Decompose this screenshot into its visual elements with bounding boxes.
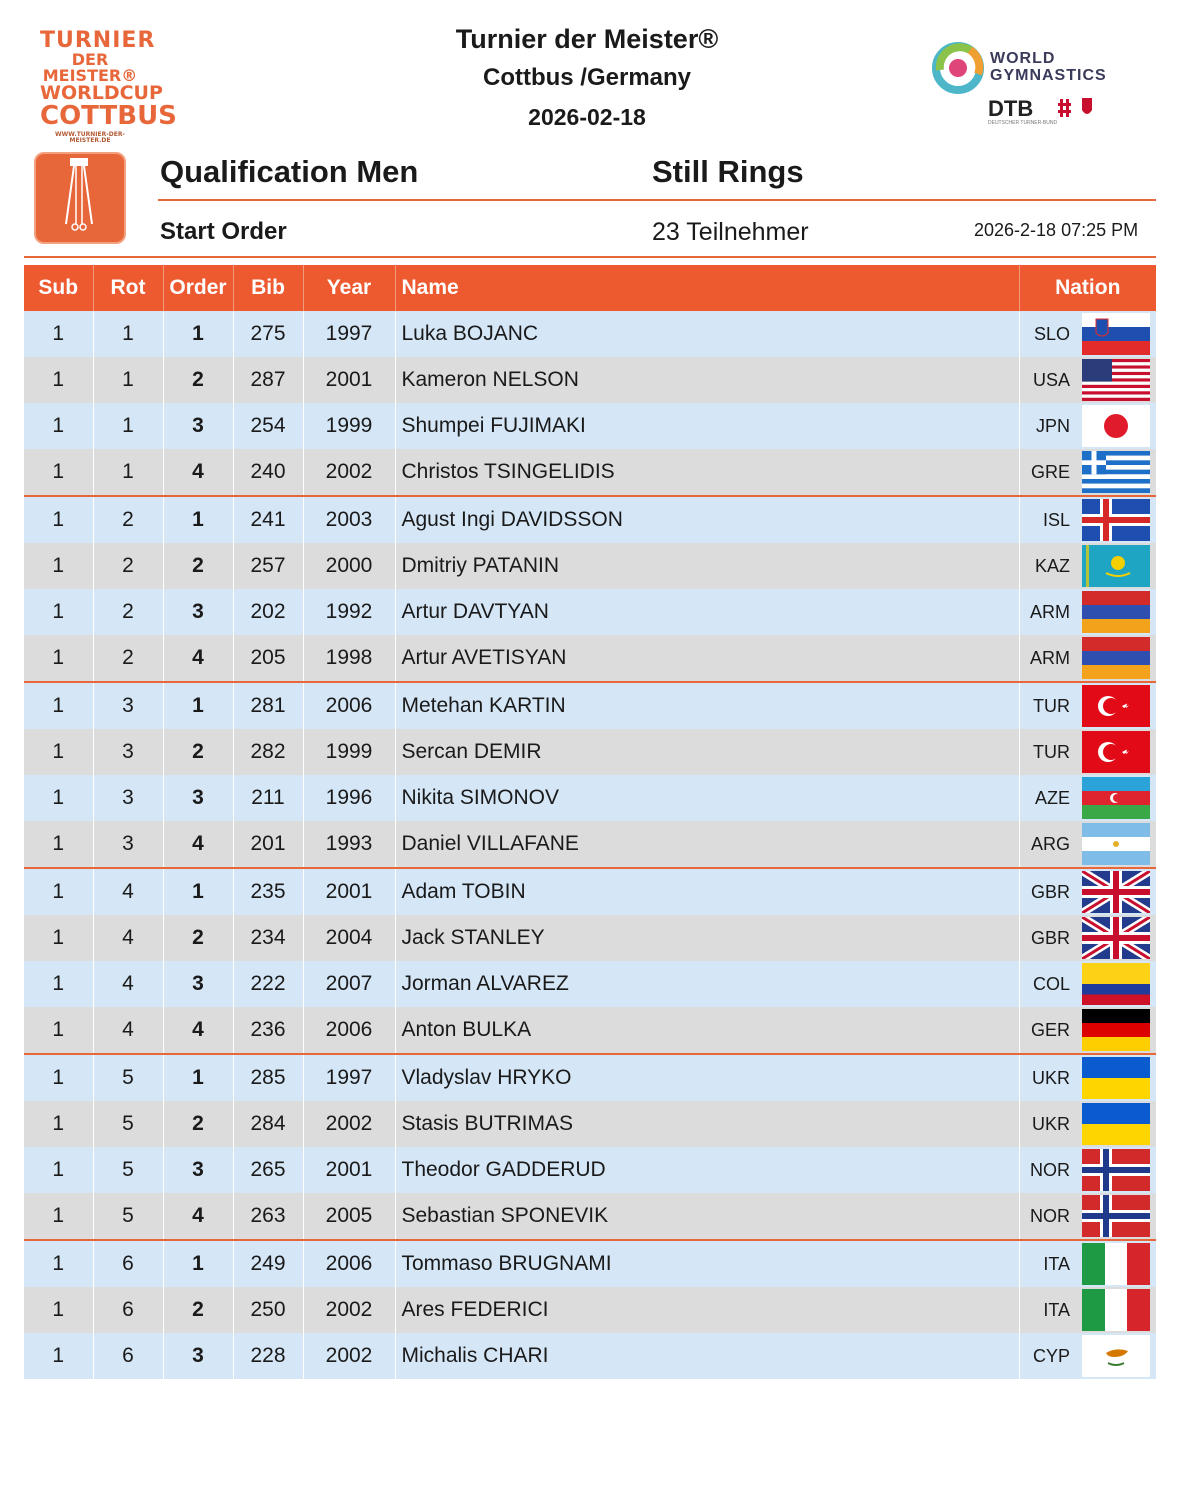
cell-year: 1998: [303, 635, 395, 682]
nation-code: GBR: [1030, 928, 1070, 948]
cell-sub: 1: [24, 682, 93, 729]
cell-nation: [1019, 635, 1156, 682]
table-row: [24, 961, 1156, 1007]
flag-ita-icon: [1082, 1243, 1150, 1285]
cell-sub: 1: [24, 821, 93, 868]
cell-year: 2001: [303, 357, 395, 403]
nation-code: ITA: [1043, 1254, 1070, 1274]
col-header-name: Name: [395, 265, 1019, 311]
cell-year: 2006: [303, 682, 395, 729]
cell-bib: 265: [233, 1147, 303, 1193]
cell-order: 1: [163, 496, 233, 543]
cell-nation: [1019, 1193, 1156, 1240]
cell-year: 2003: [303, 496, 395, 543]
cell-sub: 1: [24, 961, 93, 1007]
cell-nation: [1019, 1333, 1156, 1379]
cell-order: 4: [163, 821, 233, 868]
nation-code: COL: [1032, 974, 1070, 994]
cell-bib: 205: [233, 635, 303, 682]
flag-slo-icon: [1082, 313, 1150, 355]
cell-bib: 254: [233, 403, 303, 449]
flag-arm-icon: [1082, 637, 1150, 679]
table-header-row: [24, 265, 1156, 311]
cell-name: Jorman ALVAREZ: [395, 961, 1019, 1007]
flag-tur-icon: [1082, 731, 1150, 773]
nation-code: ITA: [1043, 1300, 1070, 1320]
flag-ita-icon: [1082, 1289, 1150, 1331]
cell-name: Sebastian SPONEVIK: [395, 1193, 1019, 1240]
nation-code: ARG: [1030, 834, 1070, 854]
flag-arg-icon: [1082, 823, 1150, 865]
cell-rot: 1: [93, 449, 163, 496]
divider: [24, 256, 1156, 258]
logo-line: DER MEISTER®: [42, 50, 138, 85]
turnier-der-meister-logo: [40, 28, 177, 144]
print-timestamp: 2026-2-18 07:25 PM: [974, 220, 1139, 240]
flag-jpn-icon: [1082, 405, 1150, 447]
cell-rot: 1: [93, 357, 163, 403]
cell-sub: 1: [24, 403, 93, 449]
event-title: Turnier der Meister®: [455, 24, 719, 54]
flag-col-icon: [1082, 963, 1150, 1005]
nation-code: AZE: [1034, 788, 1070, 808]
logo-line: TURNIER: [40, 28, 156, 53]
cell-nation: [1019, 449, 1156, 496]
cell-rot: 5: [93, 1147, 163, 1193]
cell-sub: 1: [24, 1101, 93, 1147]
cell-sub: 1: [24, 1147, 93, 1193]
cell-order: 4: [163, 1007, 233, 1054]
cell-rot: 1: [93, 403, 163, 449]
cell-sub: 1: [24, 775, 93, 821]
category-title: Qualification Men: [160, 154, 419, 189]
cell-bib: 222: [233, 961, 303, 1007]
cell-order: 4: [163, 449, 233, 496]
cell-name: Jack STANLEY: [395, 915, 1019, 961]
table-row: [24, 682, 1156, 729]
table-row: [24, 1240, 1156, 1287]
start-order-table: [24, 265, 1156, 1379]
table-row: [24, 915, 1156, 961]
cell-nation: [1019, 1147, 1156, 1193]
cell-bib: 282: [233, 729, 303, 775]
table-row: [24, 868, 1156, 915]
wg-line2: GYMNASTICS: [990, 67, 1107, 84]
table-row: [24, 1333, 1156, 1379]
cell-year: 2005: [303, 1193, 395, 1240]
divider: [158, 199, 1156, 201]
cell-year: 2001: [303, 868, 395, 915]
cell-name: Vladyslav HRYKO: [395, 1054, 1019, 1101]
cell-bib: 240: [233, 449, 303, 496]
cell-sub: 1: [24, 311, 93, 357]
table-row: [24, 635, 1156, 682]
cell-bib: 285: [233, 1054, 303, 1101]
cell-rot: 4: [93, 868, 163, 915]
cell-rot: 4: [93, 915, 163, 961]
nation-code: NOR: [1030, 1160, 1070, 1180]
cell-rot: 6: [93, 1287, 163, 1333]
cell-bib: 287: [233, 357, 303, 403]
cell-nation: [1019, 821, 1156, 868]
flag-gbr-icon: [1082, 917, 1150, 959]
cell-rot: 3: [93, 682, 163, 729]
flag-kaz-icon: [1082, 545, 1150, 587]
table-row: [24, 821, 1156, 868]
nation-code: GER: [1030, 1020, 1070, 1040]
cell-bib: 284: [233, 1101, 303, 1147]
table-row: [24, 1101, 1156, 1147]
cell-year: 1999: [303, 403, 395, 449]
cell-order: 3: [163, 1147, 233, 1193]
cell-bib: 202: [233, 589, 303, 635]
rings-pictogram-icon: [36, 154, 124, 242]
col-header-bib: Bib: [233, 265, 303, 311]
cell-name: Artur AVETISYAN: [395, 635, 1019, 682]
cell-name: Anton BULKA: [395, 1007, 1019, 1054]
cell-name: Daniel VILLAFANE: [395, 821, 1019, 868]
nation-code: CYP: [1032, 1346, 1070, 1366]
cell-year: 1997: [303, 311, 395, 357]
logo-line: WORLDCUP: [40, 82, 163, 104]
cell-nation: [1019, 357, 1156, 403]
cell-year: 1997: [303, 1054, 395, 1101]
cell-year: 2000: [303, 543, 395, 589]
flag-isl-icon: [1082, 499, 1150, 541]
cell-year: 2002: [303, 449, 395, 496]
cell-sub: 1: [24, 1007, 93, 1054]
cell-order: 2: [163, 1287, 233, 1333]
cell-rot: 6: [93, 1333, 163, 1379]
nation-code: ARM: [1030, 602, 1070, 622]
cell-name: Luka BOJANC: [395, 311, 1019, 357]
nation-code: UKR: [1031, 1068, 1070, 1088]
cell-rot: 5: [93, 1054, 163, 1101]
cell-nation: [1019, 1287, 1156, 1333]
cell-rot: 3: [93, 775, 163, 821]
cell-name: Nikita SIMONOV: [395, 775, 1019, 821]
cell-name: Agust Ingi DAVIDSSON: [395, 496, 1019, 543]
cell-sub: 1: [24, 589, 93, 635]
cell-year: 2002: [303, 1101, 395, 1147]
cell-order: 4: [163, 1193, 233, 1240]
cell-nation: [1019, 1054, 1156, 1101]
flag-cyp-icon: [1082, 1335, 1150, 1377]
cell-name: Adam TOBIN: [395, 868, 1019, 915]
cell-order: 1: [163, 868, 233, 915]
cell-name: Sercan DEMIR: [395, 729, 1019, 775]
cell-year: 2006: [303, 1007, 395, 1054]
event-location: Cottbus /Germany: [482, 64, 692, 91]
cell-nation: [1019, 775, 1156, 821]
cell-order: 3: [163, 403, 233, 449]
cell-rot: 3: [93, 821, 163, 868]
cell-rot: 4: [93, 1007, 163, 1054]
wg-line1: WORLD: [990, 50, 1056, 67]
cell-bib: 211: [233, 775, 303, 821]
logo-url: WWW.TURNIER-DER-MEISTER.DE: [55, 131, 125, 144]
flag-arm-icon: [1082, 591, 1150, 633]
cell-nation: [1019, 915, 1156, 961]
cell-year: 2004: [303, 915, 395, 961]
logo-line: COTTBUS: [40, 101, 177, 131]
dtb-emblem-icon: [1058, 96, 1104, 120]
cell-nation: [1019, 311, 1156, 357]
cell-order: 2: [163, 1101, 233, 1147]
cell-sub: 1: [24, 868, 93, 915]
cell-order: 1: [163, 1054, 233, 1101]
nation-code: TUR: [1033, 742, 1070, 762]
cell-nation: [1019, 1101, 1156, 1147]
table-row: [24, 1193, 1156, 1240]
flag-gre-icon: [1082, 451, 1150, 493]
cell-name: Tommaso BRUGNAMI: [395, 1240, 1019, 1287]
cell-name: Theodor GADDERUD: [395, 1147, 1019, 1193]
cell-bib: 257: [233, 543, 303, 589]
cell-year: 1992: [303, 589, 395, 635]
table-row: [24, 357, 1156, 403]
cell-bib: 241: [233, 496, 303, 543]
event-date: 2026-02-18: [528, 104, 646, 130]
col-header-nation: Nation: [1019, 265, 1156, 311]
cell-name: Stasis BUTRIMAS: [395, 1101, 1019, 1147]
cell-rot: 2: [93, 543, 163, 589]
cell-nation: [1019, 1240, 1156, 1287]
table-row: [24, 589, 1156, 635]
nation-code: TUR: [1033, 696, 1070, 716]
nation-code: KAZ: [1034, 556, 1070, 576]
cell-sub: 1: [24, 357, 93, 403]
cell-order: 1: [163, 1240, 233, 1287]
world-gymnastics-logo: [930, 40, 1110, 130]
table-row: [24, 449, 1156, 496]
cell-rot: 6: [93, 1240, 163, 1287]
table-row: [24, 311, 1156, 357]
still-rings-icon: [34, 152, 126, 244]
col-header-order: Order: [163, 265, 233, 311]
cell-sub: 1: [24, 635, 93, 682]
cell-year: 1996: [303, 775, 395, 821]
cell-rot: 3: [93, 729, 163, 775]
nation-code: ISL: [1042, 510, 1070, 530]
cell-nation: [1019, 868, 1156, 915]
cell-order: 3: [163, 961, 233, 1007]
cell-nation: [1019, 496, 1156, 543]
flag-nor-icon: [1082, 1149, 1150, 1191]
cell-sub: 1: [24, 729, 93, 775]
cell-sub: 1: [24, 1054, 93, 1101]
nation-code: JPN: [1035, 416, 1070, 436]
flag-aze-icon: [1082, 777, 1150, 819]
cell-rot: 1: [93, 311, 163, 357]
cell-sub: 1: [24, 1333, 93, 1379]
cell-order: 3: [163, 589, 233, 635]
cell-year: 1999: [303, 729, 395, 775]
cell-bib: 275: [233, 311, 303, 357]
flag-tur-icon: [1082, 685, 1150, 727]
cell-rot: 2: [93, 635, 163, 682]
cell-name: Metehan KARTIN: [395, 682, 1019, 729]
col-header-rot: Rot: [93, 265, 163, 311]
cell-order: 2: [163, 357, 233, 403]
cell-year: 2002: [303, 1333, 395, 1379]
cell-rot: 5: [93, 1101, 163, 1147]
cell-order: 3: [163, 1333, 233, 1379]
list-type: Start Order: [160, 218, 287, 245]
cell-nation: [1019, 403, 1156, 449]
cell-sub: 1: [24, 449, 93, 496]
nation-code: SLO: [1033, 324, 1070, 344]
cell-bib: 228: [233, 1333, 303, 1379]
table-row: [24, 1054, 1156, 1101]
cell-rot: 2: [93, 589, 163, 635]
cell-sub: 1: [24, 543, 93, 589]
cell-bib: 234: [233, 915, 303, 961]
flag-usa-icon: [1082, 359, 1150, 401]
cell-nation: [1019, 682, 1156, 729]
cell-order: 3: [163, 775, 233, 821]
cell-nation: [1019, 1007, 1156, 1054]
dtb-logo: DTB: [988, 96, 1034, 121]
cell-order: 1: [163, 311, 233, 357]
flag-gbr-icon: [1082, 871, 1150, 913]
cell-year: 1993: [303, 821, 395, 868]
cell-rot: 2: [93, 496, 163, 543]
cell-nation: [1019, 729, 1156, 775]
cell-sub: 1: [24, 1240, 93, 1287]
cell-nation: [1019, 589, 1156, 635]
cell-order: 4: [163, 635, 233, 682]
nation-code: GBR: [1030, 882, 1070, 902]
flag-ger-icon: [1082, 1009, 1150, 1051]
col-header-year: Year: [303, 265, 395, 311]
cell-order: 2: [163, 729, 233, 775]
participant-count: 23 Teilnehmer: [652, 218, 809, 246]
cell-bib: 250: [233, 1287, 303, 1333]
nation-code: UKR: [1031, 1114, 1070, 1134]
cell-name: Michalis CHARI: [395, 1333, 1019, 1379]
cell-sub: 1: [24, 496, 93, 543]
cell-year: 2001: [303, 1147, 395, 1193]
cell-rot: 5: [93, 1193, 163, 1240]
dtb-subtitle: DEUTSCHER TURNER-BUND: [988, 120, 1058, 126]
nation-code: USA: [1032, 370, 1070, 390]
cell-year: 2002: [303, 1287, 395, 1333]
cell-nation: [1019, 543, 1156, 589]
cell-sub: 1: [24, 1287, 93, 1333]
cell-name: Ares FEDERICI: [395, 1287, 1019, 1333]
cell-rot: 4: [93, 961, 163, 1007]
cell-sub: 1: [24, 915, 93, 961]
cell-bib: 235: [233, 868, 303, 915]
table-row: [24, 1007, 1156, 1054]
cell-name: Kameron NELSON: [395, 357, 1019, 403]
cell-nation: [1019, 961, 1156, 1007]
col-header-sub: Sub: [24, 265, 93, 311]
table-row: [24, 403, 1156, 449]
nation-code: GRE: [1030, 462, 1070, 482]
table-row: [24, 496, 1156, 543]
cell-name: Christos TSINGELIDIS: [395, 449, 1019, 496]
cell-bib: 249: [233, 1240, 303, 1287]
cell-order: 1: [163, 682, 233, 729]
world-gymnastics-icon: [930, 40, 986, 96]
cell-name: Artur DAVTYAN: [395, 589, 1019, 635]
cell-order: 2: [163, 543, 233, 589]
flag-nor-icon: [1082, 1195, 1150, 1237]
cell-bib: 236: [233, 1007, 303, 1054]
cell-bib: 201: [233, 821, 303, 868]
cell-name: Shumpei FUJIMAKI: [395, 403, 1019, 449]
cell-year: 2006: [303, 1240, 395, 1287]
nation-code: ARM: [1030, 648, 1070, 668]
table-row: [24, 729, 1156, 775]
table-row: [24, 543, 1156, 589]
cell-sub: 1: [24, 1193, 93, 1240]
nation-code: NOR: [1030, 1206, 1070, 1226]
cell-name: Dmitriy PATANIN: [395, 543, 1019, 589]
cell-year: 2007: [303, 961, 395, 1007]
cell-order: 2: [163, 915, 233, 961]
flag-ukr-icon: [1082, 1057, 1150, 1099]
table-row: [24, 775, 1156, 821]
apparatus-title: Still Rings: [652, 154, 804, 189]
cell-bib: 281: [233, 682, 303, 729]
table-row: [24, 1287, 1156, 1333]
table-row: [24, 1147, 1156, 1193]
flag-ukr-icon: [1082, 1103, 1150, 1145]
cell-bib: 263: [233, 1193, 303, 1240]
